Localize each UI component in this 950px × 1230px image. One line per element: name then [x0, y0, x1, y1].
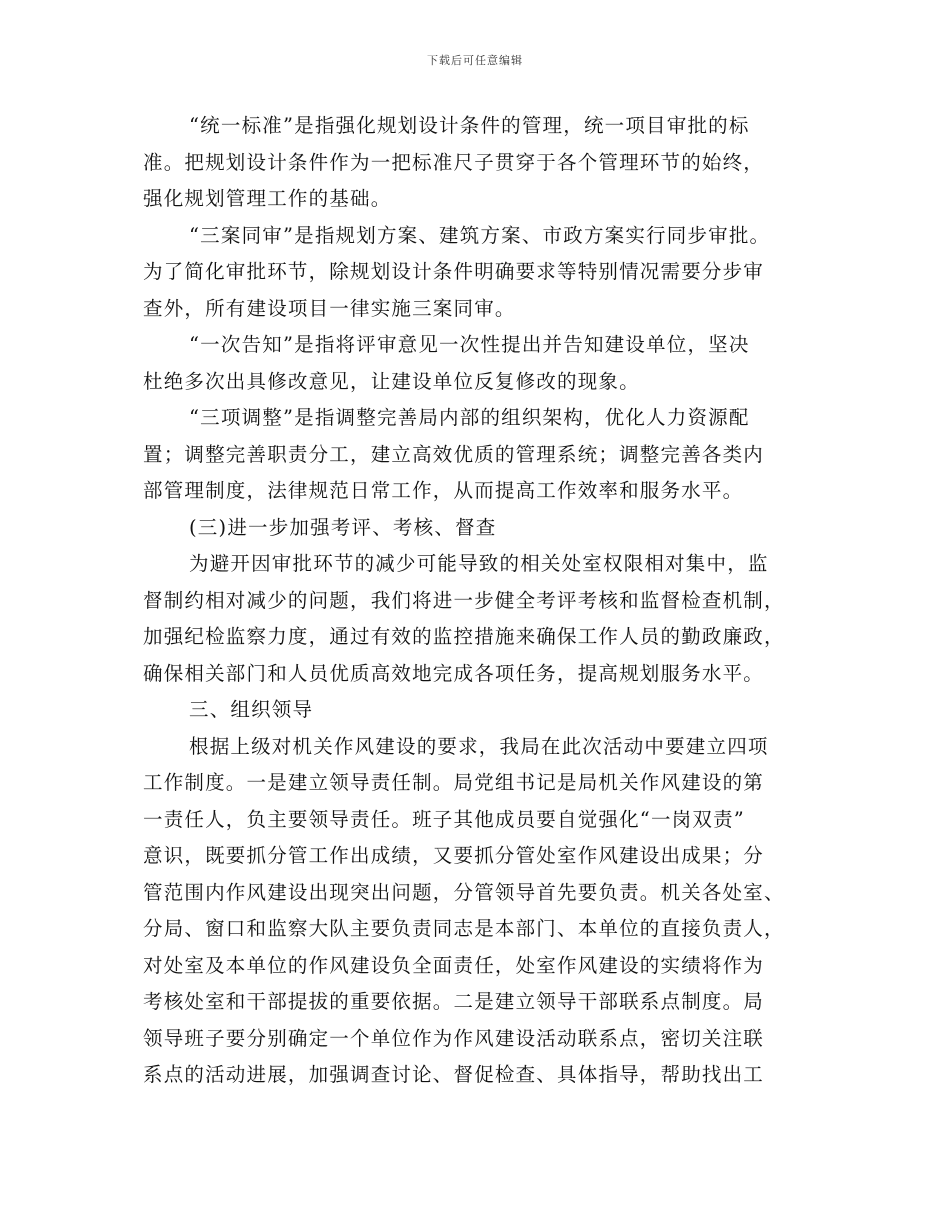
text-line: 领导班子要分别确定一个单位作为作风建设活动联系点，密切关注联 — [143, 1026, 765, 1050]
text-line: 准。把规划设计条件作为一把标准尺子贯穿于各个管理环节的始终， — [143, 150, 765, 174]
text-line: “一次告知”是指将评审意见一次性提出并告知建设单位，坚决 — [189, 333, 750, 356]
text-line: 为避开因审批环节的减少可能导致的相关处室权限相对集中，监 — [189, 552, 769, 575]
text-line: 意识，既要抓分管工作出成绩，又要抓分管处室作风建设出成果；分 — [143, 844, 765, 867]
page-header: 下载后可任意编辑 — [427, 54, 523, 67]
text-line: 置；调整完善职责分工，建立高效优质的管理系统；调整完善各类内 — [143, 442, 765, 466]
text-line: (三)进一步加强考评、考核、督查 — [189, 515, 497, 539]
text-line: 系点的活动进展，加强调查讨论、督促检查、具体指导，帮助找出工 — [143, 1063, 765, 1086]
text-line: 杜绝多次出具修改意见，让建设单位反复修改的现象。 — [143, 369, 640, 393]
text-line: 三、组织领导 — [189, 698, 314, 721]
text-line: 工作制度。一是建立领导责任制。局党组书记是局机关作风建设的第 — [143, 771, 765, 794]
text-line: “统一标准”是指强化规划设计条件的管理，统一项目审批的标 — [189, 114, 750, 137]
text-line: 部管理制度，法律规范日常工作，从而提高工作效率和服务水平。 — [143, 479, 744, 502]
text-line: 考核处室和干部提拔的重要依据。二是建立领导干部联系点制度。局 — [143, 990, 765, 1013]
text-line: 对处室及本单位的作风建设负全面责任，处室作风建设的实绩将作为 — [143, 953, 765, 977]
text-line: 一责任人，负主要领导责任。班子其他成员要自觉强化“一岗双责” — [143, 807, 745, 831]
text-line: 管范围内作风建设出现突出问题，分管领导首先要负责。机关各处室、 — [143, 880, 785, 904]
text-line: 强化规划管理工作的基础。 — [143, 187, 392, 210]
text-line: “三案同审”是指规划方案、建筑方案、市政方案实行同步审批。 — [189, 223, 771, 247]
text-line: 确保相关部门和人员优质高效地完成各项任务，提高规划服务水平。 — [143, 661, 765, 685]
text-line: 督制约相对减少的问题，我们将进一步健全考评考核和监督检查机制， — [143, 588, 785, 612]
document-body — [143, 108, 803, 1094]
text-line: 查外，所有建设项目一律实施三案同审。 — [143, 296, 516, 320]
text-line: 为了简化审批环节，除规划设计条件明确要求等特别情况需要分步审 — [143, 260, 765, 283]
text-line: 分局、窗口和监察大队主要负责同志是本部门、本单位的直接负责人， — [143, 917, 785, 940]
text-line: 根据上级对机关作风建设的要求，我局在此次活动中要建立四项 — [189, 734, 769, 758]
text-line: “三项调整”是指调整完善局内部的组织架构，优化人力资源配 — [189, 406, 750, 429]
text-line: 加强纪检监察力度，通过有效的监控措施来确保工作人员的勤政廉政， — [143, 625, 785, 648]
